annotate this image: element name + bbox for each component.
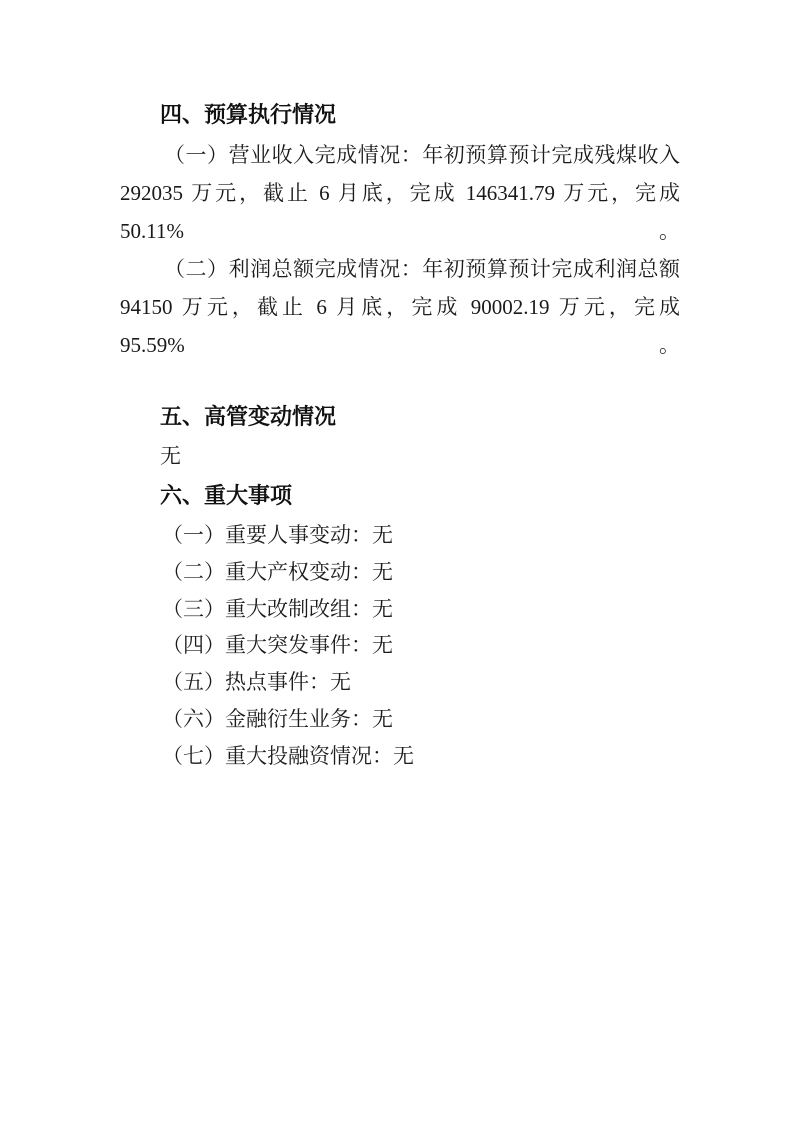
list-item-financial-derivatives: （六）金融衍生业务：无: [162, 706, 393, 731]
list-item-personnel-change: （一）重要人事变动：无: [162, 523, 393, 547]
section-heading-budget-execution: 四、预算执行情况: [160, 102, 337, 127]
list-item-investment-financing: （七）重大投融资情况：无: [162, 743, 414, 768]
list-item-property-rights-change: （二）重大产权变动：无: [162, 559, 393, 584]
paragraph-profit-line1: （二）利润总额完成情况：年初预算预计完成利润总额: [164, 257, 680, 281]
paragraph-revenue-line2: 292035 万元，截止 6 月底，完成 146341.79 万元，完成 50.11%。: [120, 181, 680, 243]
executive-changes-none-text: 无: [160, 444, 181, 468]
budget-paragraphs: [120, 136, 680, 364]
list-item-hot-events: （五）热点事件：无: [162, 670, 351, 695]
section-heading-executive-changes: 五、高管变动情况: [160, 404, 337, 429]
major-matters-list: [120, 517, 680, 775]
section-budget-execution: [120, 101, 680, 364]
list-item-restructuring: （三）重大改制改组：无: [162, 596, 393, 621]
paragraph-profit-line2: 94150 万元，截止 6 月底，完成 90002.19 万元，完成 95.59%。: [120, 295, 680, 357]
section-heading-major-matters: 六、重大事项: [160, 483, 293, 508]
section-major-matters: [120, 482, 680, 775]
paragraph-revenue-line1: （一）营业收入完成情况：年初预算预计完成残煤收入: [164, 143, 680, 167]
list-item-emergency-events: （四）重大突发事件：无: [162, 633, 393, 658]
section-executive-changes: [120, 403, 680, 475]
